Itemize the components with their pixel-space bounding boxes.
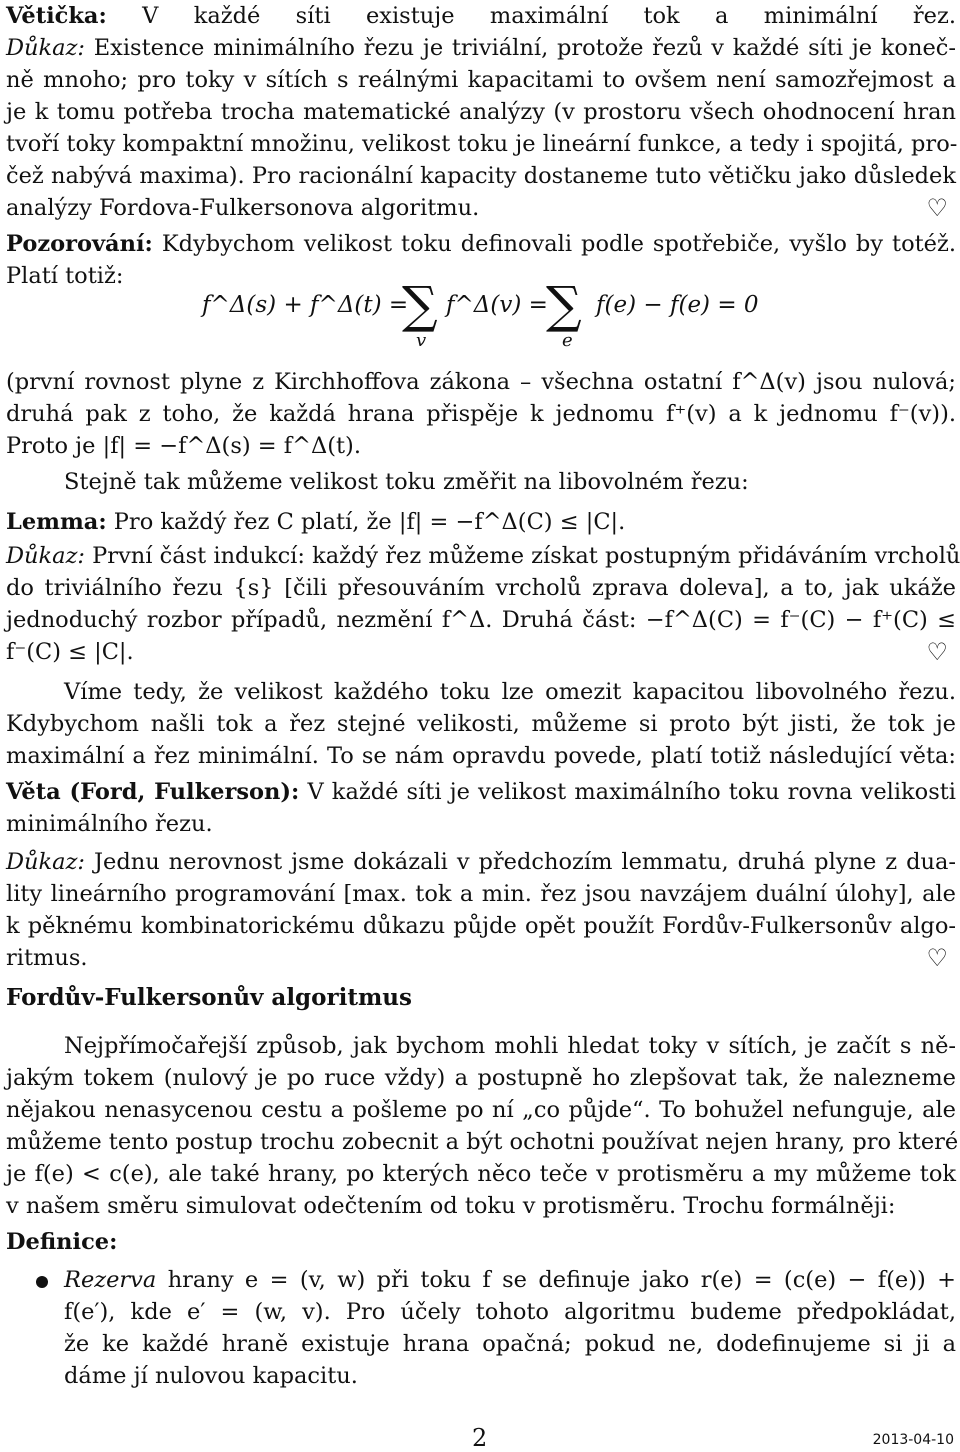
text-line: ně mnoho; pro toky v sítích s reálnými kapacitami to ovšem není samozřejmost a	[6, 67, 956, 93]
qed-heart-icon: ♡	[926, 638, 948, 666]
text-line: f⁻(C) ≤ |C|. ♡	[6, 638, 948, 666]
text-line: Věta (Ford, Fulkerson): V každé síti je velikost maximálního toku rovna velikosti	[6, 779, 957, 805]
text-line: Větička: V každé síti existuje maximální tok a minimální řez.	[6, 3, 956, 29]
text-line: Důkaz: První část indukcí: každý řez můžeme získat postupným přidáváním vrcholů	[6, 543, 960, 569]
sum-index: v	[416, 330, 427, 351]
text-line: že ke každé hraně existuje hrana opačná; pokud ne, dodefinujeme si ji a	[64, 1331, 956, 1357]
text-line: f(e′), kde e′ = (w, v). Pro účely tohoto algoritmu budeme předpokládat,	[64, 1299, 956, 1325]
text-line: nějakou nenasycenou cestu a pošleme po ní „co půjde“. To bohužel nefunguje, ale	[6, 1097, 956, 1123]
page-number: 2	[472, 1424, 488, 1452]
text-line: Důkaz: Existence minimálního řezu je triviální, protože řezů v každé síti je koneč-	[6, 35, 956, 61]
page-date: 2013-04-10	[872, 1432, 954, 1448]
text-line: k pěknému kombinatorickému důkazu půjde opět použít Fordův-Fulkersonův algo-	[6, 913, 956, 939]
section-title: Fordův-Fulkersonův algoritmus	[6, 984, 412, 1011]
text-line: jednoduchý rozbor případů, nezmění f^Δ. Druhá část: −f^Δ(C) = f⁻(C) − f⁺(C) ≤	[6, 607, 956, 633]
text-line: tvoří toky kompaktní množinu, velikost toku je lineární funkce, a tedy i spojitá, pro-	[6, 131, 958, 157]
text-line: Stejně tak můžeme velikost toku změřit na libovolném řezu:	[64, 469, 749, 495]
text-line: Proto je |f| = −f^Δ(s) = f^Δ(t).	[6, 433, 361, 459]
text-line: je f(e) < c(e), ale také hrany, po kterých něco teče v protisměru a my můžeme tok	[6, 1161, 956, 1187]
term-label: Pozorování:	[6, 231, 153, 257]
term-label: Definice:	[6, 1229, 118, 1255]
text-line	[6, 1226, 956, 1258]
sum-index: e	[562, 330, 573, 351]
text-line: Platí totiž:	[6, 263, 124, 289]
text-line: do triviálního řezu {s} [čili přesouváním vrcholů zprava doleva], a to, jak ukáže	[6, 575, 956, 601]
text-line: Nejpřímočařejší způsob, jak bychom mohli hledat toky v sítích, je začít s ně-	[64, 1033, 956, 1059]
text-line: Lemma: Pro každý řez C platí, že |f| = −f^Δ(C) ≤ |C|.	[6, 509, 626, 535]
term-label: Větička:	[6, 3, 107, 29]
term-label: Věta (Ford, Fulkerson):	[6, 779, 300, 805]
text-line: dáme jí nulovou kapacitu.	[64, 1363, 358, 1389]
text-line: druhá pak z toho, že každá hrana přispěje k jednomu f⁺(v) a k jednomu f⁻(v)).	[6, 401, 956, 427]
text-line: Kdybychom našli tok a řez stejné velikosti, můžeme si proto být jisti, že tok je	[6, 711, 956, 737]
equation-lhs: f^Δ(s) + f^Δ(t) =	[202, 292, 409, 318]
bullet-icon	[36, 1276, 48, 1288]
sum-symbol: ∑	[402, 276, 438, 334]
text-line: Pozorování: Kdybychom velikost toku definovali podle spotřebiče, vyšlo by totéž.	[6, 231, 956, 257]
list-item: Rezerva hrany e = (v, w) při toku f se definuje jako r(e) = (c(e) − f(e)) +	[64, 1267, 956, 1293]
proof-label: Důkaz:	[6, 543, 86, 569]
text-line: v našem směru simulovat odečtením od toku v protisměru. Trochu formálněji:	[6, 1193, 896, 1219]
term-label: Lemma:	[6, 509, 107, 535]
definition-term: Rezerva	[64, 1267, 157, 1293]
equation-rhs: f(e) − f(e) = 0	[596, 292, 759, 318]
text-line: Víme tedy, že velikost každého toku lze omezit kapacitou libovolného řezu.	[64, 679, 956, 705]
text-line: (první rovnost plyne z Kirchhoffova zákona – všechna ostatní f^Δ(v) jsou nulová;	[6, 369, 956, 395]
text-line: lity lineárního programování [max. tok a min. řez jsou navzájem duální úlohy], ale	[6, 881, 956, 907]
qed-heart-icon: ♡	[926, 194, 948, 222]
qed-heart-icon: ♡	[926, 944, 948, 972]
text-line: minimálního řezu.	[6, 811, 213, 837]
text-line: jakým tokem (nulový je po ruce vždy) a postupně ho zlepšovat tak, že nalezneme	[6, 1065, 956, 1091]
text-line: analýzy Fordova-Fulkersonova algoritmu. ♡	[6, 194, 948, 222]
text-line: je k tomu potřeba trocha matematické analýzy (v prostoru všech ohodnocení hran	[6, 99, 956, 125]
text-line: maximální a řez minimální. To se nám opravdu povede, platí totiž následující věta:	[6, 743, 956, 769]
text-line: Důkaz: Jednu nerovnost jsme dokázali v předchozím lemmatu, druhá plyne z dua-	[6, 849, 956, 875]
text-line: ritmus. ♡	[6, 944, 948, 972]
text-line: můžeme tento postup trochu zobecnit a být ochotni používat nejen hrany, pro které	[6, 1129, 959, 1155]
proof-label: Důkaz:	[6, 849, 86, 875]
equation-middle: f^Δ(v) =	[446, 292, 548, 318]
text-line: čež nabývá maxima). Pro racionální kapacity dostaneme tuto větičku jako důsledek	[6, 163, 956, 189]
proof-label: Důkaz:	[6, 35, 86, 61]
sum-symbol: ∑	[546, 276, 582, 334]
